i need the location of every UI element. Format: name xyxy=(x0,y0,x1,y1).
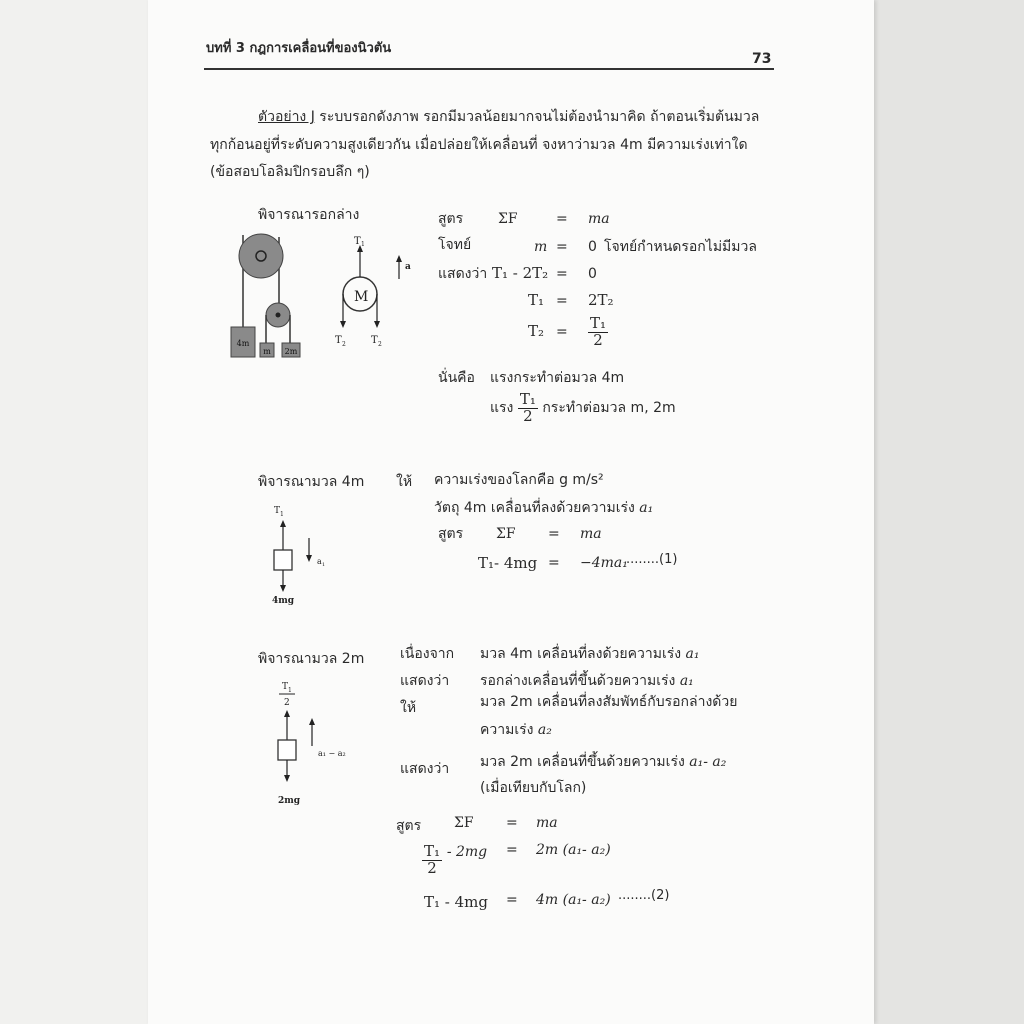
s3-let-text: มวล 2m เคลื่อนที่ลงสัมพัทธ์กับรอกล่างด้วย xyxy=(480,694,738,710)
problem-line-1 xyxy=(258,109,759,126)
s3-eq1-eq: = xyxy=(506,842,518,858)
arrow-up-icon xyxy=(309,718,315,725)
s1-show-eq: = xyxy=(556,266,568,282)
s3-show2-text-2: (เมื่อเทียบกับโลก) xyxy=(480,780,587,796)
svg-text:T: T xyxy=(335,335,342,346)
problem-label: ตัวอย่าง J xyxy=(258,109,315,125)
s3-since-text: มวล 4m เคลื่อนที่ลงด้วยความเร่ง a₁ xyxy=(480,646,700,662)
svg-text:2mg: 2mg xyxy=(278,796,301,806)
s1-eq3-rhs: $\frac{\text{T₁}}{2}$ xyxy=(590,314,607,349)
s1-formula-label: สูตร xyxy=(438,211,464,227)
s1-eq2-rhs: 2T₂ xyxy=(588,291,614,309)
svg-text:2: 2 xyxy=(342,341,346,348)
s1-eq3-lhs: T₂ xyxy=(528,322,545,340)
s1-conclusion-2: แรง $\frac{\text{T₁}}{2}$ กระทำต่อมวล m, 2m xyxy=(490,390,676,425)
svg-text:T: T xyxy=(354,236,361,247)
arrow-up-icon xyxy=(284,710,290,717)
arrow-down-icon xyxy=(340,321,346,328)
s2-line-2: วัตถุ 4m เคลื่อนที่ลงด้วยความเร่ง a₁ xyxy=(434,500,654,516)
arrow-down-icon xyxy=(306,555,312,562)
s3-eq2-rhs: 4m (a₁- a₂) xyxy=(536,892,611,908)
s1-formula-eq: = xyxy=(556,211,568,227)
block-2m xyxy=(278,740,296,760)
svg-text:a₁ − a₂: a₁ − a₂ xyxy=(318,749,346,758)
section2-title: พิจารณามวล 4m xyxy=(258,474,365,490)
s2-eq1-lhs: T₁- 4mg xyxy=(478,554,538,572)
section3-title: พิจารณามวล 2m xyxy=(258,651,365,667)
s3-eq2-eq: = xyxy=(506,892,518,908)
header-rule xyxy=(204,68,774,70)
arrow-down-icon xyxy=(284,775,290,782)
pulley-system-figure xyxy=(223,225,411,365)
s3-eq2-tag: ........(2) xyxy=(618,888,670,903)
free-body-4m-figure xyxy=(263,500,353,610)
svg-text:M: M xyxy=(354,289,369,305)
arrow-down-icon xyxy=(280,585,286,592)
s3-since-label: เนื่องจาก xyxy=(400,646,455,662)
s1-eq2-lhs: T₁ xyxy=(528,291,545,309)
s3-let-label: ให้ xyxy=(400,700,417,716)
s1-given-label: โจทย์ xyxy=(438,237,472,253)
svg-text:a: a xyxy=(405,262,411,272)
arrow-up-icon xyxy=(396,255,402,262)
s3-eq2-lhs: T₁ - 4mg xyxy=(424,893,488,911)
s2-line-1: ความเร่งของโลกคือ g m/s² xyxy=(434,472,604,488)
arrow-up-icon xyxy=(280,520,286,527)
s3-let-text-2: ความเร่ง a₂ xyxy=(480,722,552,738)
s3-show-label: แสดงว่า xyxy=(400,673,450,689)
s3-formula-lhs: ΣF xyxy=(454,815,474,831)
svg-text:4m: 4m xyxy=(236,339,250,348)
svg-text:4mg: 4mg xyxy=(272,596,295,606)
s2-formula-label: สูตร xyxy=(438,526,464,542)
s3-show-text: รอกล่างเคลื่อนที่ขึ้นด้วยความเร่ง a₁ xyxy=(480,673,694,689)
s1-show-rhs: 0 xyxy=(588,266,597,282)
svg-text:T: T xyxy=(282,682,289,692)
s1-eq3-eq: = xyxy=(556,324,568,340)
s1-given-lhs: m xyxy=(534,239,548,255)
s2-eq1-eq: = xyxy=(548,555,560,571)
svg-text:1: 1 xyxy=(280,511,284,518)
svg-text:2: 2 xyxy=(284,698,290,708)
svg-text:T: T xyxy=(371,335,378,346)
s3-eq1-rhs: 2m (a₁- a₂) xyxy=(536,842,611,858)
s1-eq2-eq: = xyxy=(556,293,568,309)
s1-show-lhs: T₁ - 2T₂ xyxy=(492,264,549,282)
problem-line-3: (ข้อสอบโอลิมปิกรอบลึก ๆ) xyxy=(210,164,370,180)
s3-show2-label: แสดงว่า xyxy=(400,761,450,777)
svg-text:1: 1 xyxy=(288,687,292,694)
s2-let-label: ให้ xyxy=(396,474,413,490)
background-right xyxy=(874,0,1024,1024)
s1-formula-lhs: ΣF xyxy=(498,211,518,227)
s1-given-note: โจทย์กำหนดรอกไม่มีมวล xyxy=(604,239,757,255)
s1-show-label: แสดงว่า xyxy=(438,266,488,282)
svg-text:T: T xyxy=(274,506,281,516)
s1-formula-rhs: ma xyxy=(588,211,610,227)
book-page xyxy=(148,0,874,1024)
svg-text:2: 2 xyxy=(378,341,382,348)
s2-formula-rhs: ma xyxy=(580,526,602,542)
problem-line-2: ทุกก้อนอยู่ที่ระดับความสูงเดียวกัน เมื่อปล่อยให้เคลื่อนที่ จงหาว่ามวล 4m มีความเร่งเท่าใด xyxy=(210,137,748,153)
svg-text:m: m xyxy=(263,347,271,356)
arrow-down-icon xyxy=(374,321,380,328)
s2-eq1-tag: ........(1) xyxy=(626,552,678,567)
page-number: 73 xyxy=(752,51,772,67)
free-body-2m-figure xyxy=(266,676,376,812)
s1-conclusion-label: นั่นคือ xyxy=(438,370,475,386)
s1-conclusion-1: แรงกระทำต่อมวล 4m xyxy=(490,370,625,386)
problem-text-1: ระบบรอกดังภาพ รอกมีมวลน้อยมากจนไม่ต้องนำมาคิด ถ้าตอนเริ่มต้นมวล xyxy=(319,109,760,125)
background-left xyxy=(0,0,150,1024)
chapter-header: บทที่ 3 กฎการเคลื่อนที่ของนิวตัน xyxy=(206,41,392,56)
s3-formula-label: สูตร xyxy=(396,818,422,834)
section1-title: พิจารณารอกล่าง xyxy=(258,207,360,223)
svg-text:1: 1 xyxy=(361,241,365,248)
svg-text:1: 1 xyxy=(322,562,326,568)
s2-eq1-rhs: −4ma₁ xyxy=(580,555,628,571)
svg-text:2m: 2m xyxy=(284,347,298,356)
s2-formula-lhs: ΣF xyxy=(496,526,516,542)
s3-show2-text: มวล 2m เคลื่อนที่ขึ้นด้วยความเร่ง a₁- a₂ xyxy=(480,754,727,770)
s2-formula-eq: = xyxy=(548,526,560,542)
s3-formula-eq: = xyxy=(506,815,518,831)
s1-given-rhs: 0 xyxy=(588,239,597,255)
s3-formula-rhs: ma xyxy=(536,815,558,831)
block-4m xyxy=(274,550,292,570)
svg-text:a: a xyxy=(317,557,322,566)
s1-given-eq: = xyxy=(556,239,568,255)
s3-eq1-lhs: $\frac{\text{T₁}}{2}$ - 2mg xyxy=(424,842,488,877)
